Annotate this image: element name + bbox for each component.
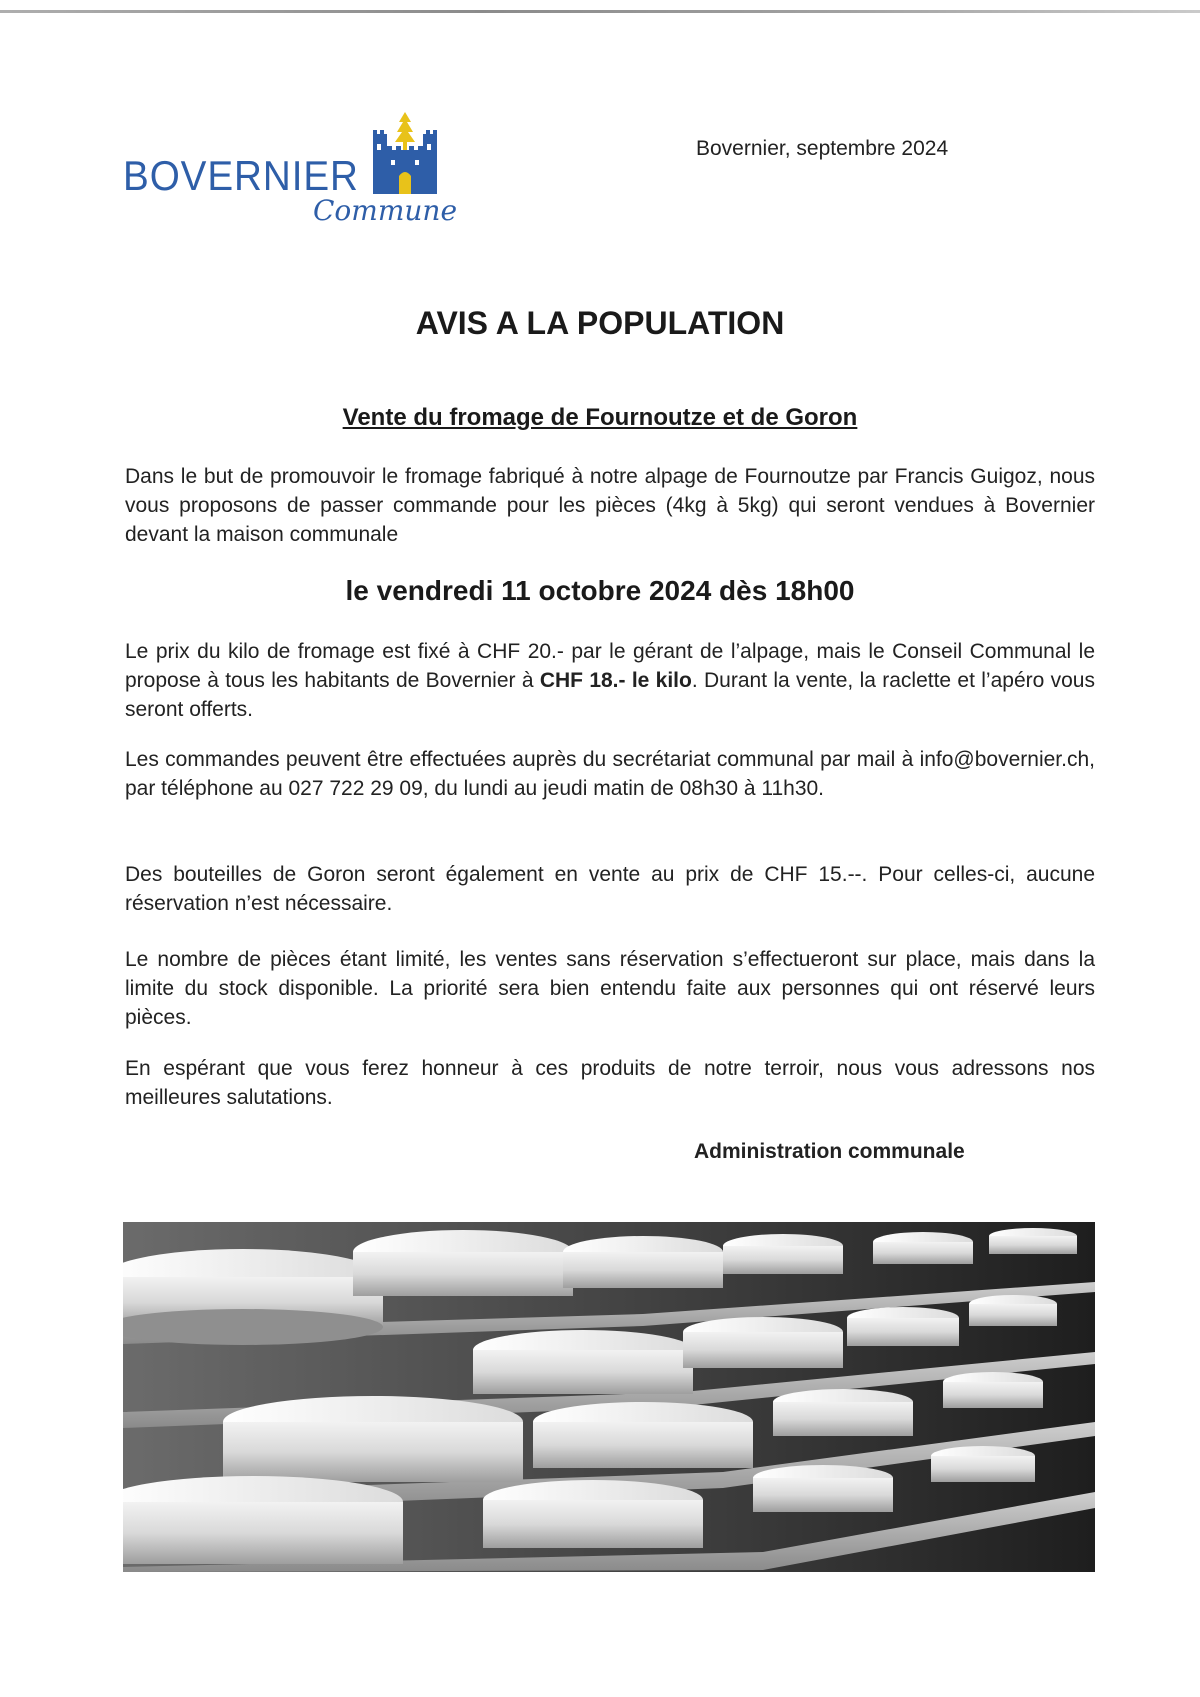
intro-paragraph: Dans le but de promouvoir le fromage fabriqué à notre alpage de Fournoutze par Francis Guigoz, nous vous proposons de passer commande pour les pièces (4kg à 5kg) qui seront vendues à Bovernier devant la maison communale	[125, 465, 1095, 546]
signature: Administration communale	[694, 1140, 965, 1163]
price-highlight: CHF 18.- le kilo	[539, 669, 692, 692]
date-line: Bovernier, septembre 2024	[696, 137, 949, 160]
page-subtitle: Vente du fromage de Fournoutze et de Goron	[342, 404, 858, 431]
bottles-paragraph: Des bouteilles de Goron seront également en vente au prix de CHF 15.--. Pour celles-ci, aucune réservation n’est nécessaire.	[125, 863, 1095, 915]
castle-crest-icon	[369, 110, 441, 200]
commune-logo	[123, 110, 458, 230]
logo-wordmark: BOVERNIER	[123, 152, 359, 199]
price-paragraph	[125, 637, 1095, 724]
scan-edge-line	[0, 10, 1200, 13]
page-title: AVIS A LA POPULATION	[415, 305, 785, 341]
closing-paragraph: En espérant que vous ferez honneur à ces produits de notre terroir, nous vous adressons nos meilleures salutations.	[125, 1057, 1095, 1109]
orders-paragraph: Les commandes peuvent être effectuées auprès du secrétariat communal par mail à info@bovernier.ch, par téléphone au 027 722 29 09, du lundi au jeudi matin de 08h30 à 11h30.	[125, 748, 1095, 800]
logo-script-text: Commune	[313, 194, 458, 227]
price-text-start: Le prix du kilo de fromage est fixé à CHF 20.- par le gérant de l’alpage, mais le Conseil Communal le propose à tous les habitants de Bovernier à	[125, 640, 1095, 692]
stock-paragraph: Le nombre de pièces étant limité, les ventes sans réservation s’effectueront sur place, mais dans la limite du stock disponible. La priorité sera bien entendu faite aux personnes qui ont réservé leurs pièces.	[125, 948, 1095, 1029]
cheese-cellar-photo	[123, 1222, 1095, 1572]
event-date-line: le vendredi 11 octobre 2024 dès 18h00	[345, 575, 855, 606]
price-text-end: . Durant la vente, la raclette et l’apéro vous seront offerts.	[125, 669, 1095, 721]
